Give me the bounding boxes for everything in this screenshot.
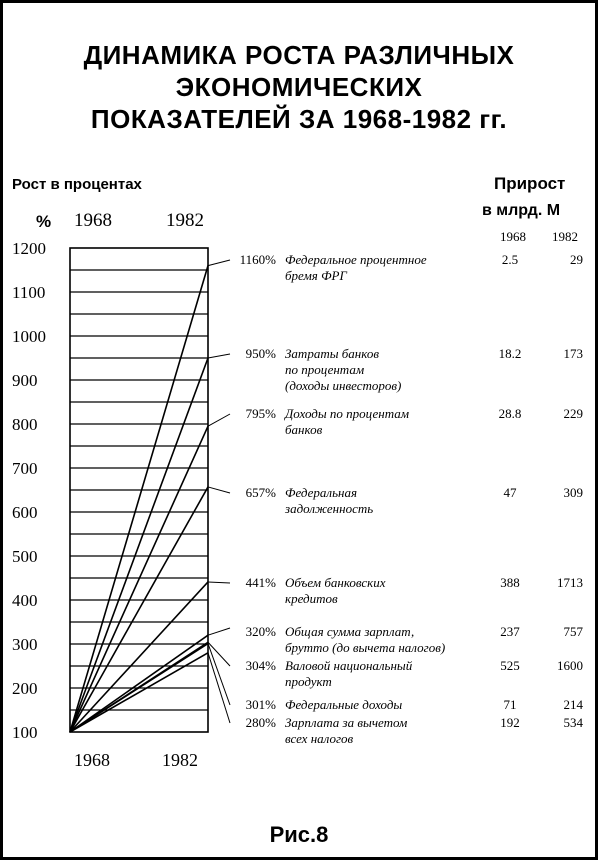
series-percent-label: 441%	[245, 575, 276, 590]
growth-1968-value: 525	[500, 658, 520, 673]
series-line	[70, 426, 208, 732]
chart-title-line-1: ДИНАМИКА РОСТА РАЗЛИЧНЫХ	[83, 40, 515, 70]
y-tick-label: 600	[12, 503, 38, 522]
leader-line	[208, 260, 230, 266]
series-percent-label: 950%	[245, 346, 276, 361]
series-description: по процентам	[285, 362, 365, 377]
series-line	[70, 487, 208, 732]
series-description: всех налогов	[285, 731, 354, 746]
growth-1982-value: 29	[570, 252, 583, 267]
bottom-year-1968: 1968	[74, 750, 110, 770]
growth-1982-value: 173	[563, 346, 583, 361]
leader-line	[208, 582, 230, 583]
series-description: Федеральная	[285, 485, 357, 500]
leader-line	[208, 414, 230, 426]
bottom-year-1982: 1982	[162, 750, 198, 770]
figure-caption: Рис.8	[269, 822, 329, 847]
series-line	[70, 635, 208, 732]
series-description: бремя ФРГ	[285, 268, 347, 283]
growth-header: Прирост	[494, 174, 566, 193]
series-percent-label: 1160%	[239, 252, 276, 267]
growth-1982-value: 1600	[557, 658, 583, 673]
series-description: Объем банковских	[285, 575, 386, 590]
growth-1968-value: 28.8	[498, 406, 522, 421]
series-description: Зарплата за вычетом	[285, 715, 408, 730]
growth-1968-value: 192	[500, 715, 520, 730]
series-percent-label: 657%	[245, 485, 276, 500]
chart-title-line-2: ЭКОНОМИЧЕСКИХ	[175, 72, 423, 102]
series-description: кредитов	[285, 591, 338, 606]
series-description: (доходы инвесторов)	[285, 378, 402, 393]
series-description: продукт	[285, 674, 332, 689]
growth-1968-value: 18.2	[498, 346, 522, 361]
growth-1982-value: 1713	[557, 575, 583, 590]
series-description: Доходы по процентам	[285, 406, 410, 421]
series-description: Затраты банков	[285, 346, 379, 361]
series-percent-label: 795%	[245, 406, 276, 421]
top-year-1982: 1982	[166, 210, 204, 231]
growth-1968-value: 388	[500, 575, 520, 590]
growth-col-1982: 1982	[552, 229, 578, 244]
y-tick-label: 200	[12, 679, 38, 698]
leader-line	[208, 653, 230, 723]
growth-1982-value: 309	[563, 485, 583, 500]
y-tick-label: 700	[12, 459, 38, 478]
growth-unit-header: в млрд. М	[482, 202, 561, 219]
y-tick-label: 100	[12, 723, 38, 742]
series-description: Федеральное процентное	[285, 252, 427, 267]
series-description: Общая сумма зарплат,	[285, 624, 415, 639]
leader-line	[208, 354, 230, 358]
y-tick-label: 900	[12, 371, 38, 390]
growth-1968-value: 2.5	[501, 252, 519, 267]
y-tick-label: 400	[12, 591, 38, 610]
leader-line	[208, 644, 230, 705]
y-tick-label: 500	[12, 547, 38, 566]
growth-1982-value: 534	[563, 715, 583, 730]
top-year-1968: 1968	[74, 210, 112, 231]
series-description: Валовой национальный	[285, 658, 413, 673]
series-description: задолженность	[285, 501, 374, 516]
growth-1968-value: 47	[503, 485, 517, 500]
growth-1968-value: 237	[500, 624, 520, 639]
growth-col-1968: 1968	[500, 229, 526, 244]
y-tick-label: 1000	[12, 327, 46, 346]
y-tick-label: 1100	[12, 283, 46, 302]
y-tick-label: 1200	[12, 239, 46, 258]
series-description: брутто (до вычета налогов)	[285, 640, 446, 655]
leader-line	[208, 628, 230, 635]
y-tick-label: 800	[12, 415, 38, 434]
series-description: банков	[285, 422, 323, 437]
series-percent-label: 280%	[245, 715, 276, 730]
y-axis-unit: %	[36, 212, 52, 231]
series-percent-label: 301%	[245, 697, 276, 712]
chart-title-line-3: ПОКАЗАТЕЛЕЙ ЗА 1968-1982 гг.	[90, 104, 508, 134]
growth-1968-value: 71	[503, 697, 517, 712]
growth-1982-value: 214	[563, 697, 583, 712]
y-tick-label: 300	[12, 635, 38, 654]
series-line	[70, 358, 208, 732]
growth-1982-value: 229	[563, 406, 583, 421]
leader-line	[208, 487, 230, 493]
growth-1982-value: 757	[563, 624, 583, 639]
series-percent-label: 320%	[245, 624, 276, 639]
series-percent-label: 304%	[245, 658, 276, 673]
y-axis-title: Рост в процентах	[12, 176, 142, 193]
series-description: Федеральные доходы	[285, 697, 403, 712]
